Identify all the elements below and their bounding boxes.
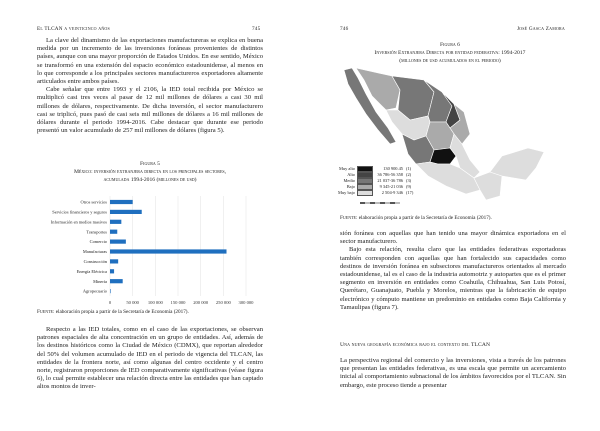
paragraph: sión foránea con aquellas que han tenido una mayor dinámica exportadora en el sector manufacturero. [340, 230, 566, 246]
legend-range: 130 900.45 [383, 166, 403, 172]
legend-range: 9 345-21 036 [379, 184, 403, 190]
bar [110, 230, 117, 234]
body-text-bottom [340, 357, 566, 390]
category-label: Comercio [89, 239, 107, 245]
x-tick-label: 150 000 [170, 300, 186, 305]
category-label: Otros servicios [80, 199, 107, 205]
legend-label: Alto [347, 172, 355, 178]
legend-item [337, 166, 413, 172]
bar [110, 240, 126, 244]
x-tick-label: 250 000 [215, 300, 231, 305]
x-tick-label: 200 000 [193, 300, 209, 305]
bar [110, 249, 227, 253]
body-text-bottom [37, 326, 263, 392]
category-label: Manufacturas [82, 249, 107, 255]
legend-range: 21 037-36 786 [377, 178, 403, 184]
paragraph: Cabe señalar que entre 1993 y el 2106, la IED total recibida por México se multiplicó casi tres veces al pasar de 12 mil millones de dólares a casi 30 mil millones de dólares, respectivamente. De dicha inversión, el sector manufacturero casi se triplicó, pues pasó de casi seis mil millones de dólares a 16 mil millones de dólares durante el periodo 1994-2016. Cabe destacar que durante ese periodo presentó un valor acumulado de 257 mil millones de dólares (figura 5). [37, 86, 263, 135]
legend-count: (3) [406, 178, 412, 184]
legend-label: Bajo [346, 184, 355, 190]
map-scale-bar [360, 202, 400, 204]
category-label: Información en medios masivos [50, 219, 107, 225]
category-label: Servicios financieros y seguros [52, 209, 107, 215]
category-label: Minería [93, 278, 107, 284]
legend-count: (1) [406, 166, 412, 172]
legend-count: (17) [406, 190, 414, 196]
section-heading: Una nueva geografía económica bajo el contexto del TLCAN [340, 342, 491, 348]
legend-item [337, 172, 413, 178]
legend-range: 36 786-56 358 [377, 172, 403, 178]
page-number: 745 [252, 26, 261, 32]
legend-range: 2 504-9 346 [381, 190, 403, 196]
source-label: Fuente: [37, 309, 55, 315]
legend-label: Muy bajo [338, 190, 355, 196]
figure-label: Figura 6 [440, 42, 460, 48]
x-tick-label: 300 000 [238, 300, 254, 305]
body-text-top [340, 230, 566, 312]
bar [110, 259, 118, 263]
paragraph: La perspectiva regional del comercio y las inversiones, vista a través de los patrones que presentan las entidades federativas, es una escala que permite un acercamiento inicial al comportamiento subnacional de los ámbitos favorecidos por el TLCAN. Sin embargo, este proceso tiende a presentar [340, 357, 566, 389]
bar [110, 220, 121, 224]
running-head: El TLCAN a veinticinco años [37, 26, 110, 32]
figure-source [37, 309, 189, 315]
legend-swatch [357, 190, 373, 196]
category-label: Energía Eléctrica [76, 268, 107, 274]
page-number: 746 [340, 26, 349, 32]
x-tick-label: 0 [108, 300, 112, 305]
legend-label: Medio [343, 178, 355, 184]
legend-item [337, 178, 413, 184]
map-legend [337, 166, 413, 196]
figure-6-caption [330, 41, 570, 65]
paragraph: Respecto a las IED totales, como en el caso de las exportaciones, se observan patrones espaciales de alta concentración en un grupo de entidades. Así, además de los destinos históricos como la Ciudad de México (CDMX), que reportan alrededor del 50% del volumen acumulado de IED en el periodo de vigencia del TLCAN, las entidades de la frontera norte, así como algunas del centro occidente y el centro norte, registraron proporciones de IED comparativamente significativas (véase figura 6), lo cual permite establecer una relación directa entre las entidades que han captado altos montos de inver- [37, 326, 263, 391]
x-tick-label: 50 000 [126, 300, 139, 305]
category-label: Transportes [86, 229, 107, 235]
bar [110, 210, 142, 214]
bar [110, 269, 114, 273]
paragraph: La clave del dinamismo de las exportaciones manufactureras se explica en buena medida por un incremento de las inversiones foráneas provenientes de distintos países, aunque con una mayor proporción de Estados Unidos. En ese sentido, México se transformó en una extensión del espacio económico estadounidense, al menos en lo que corresponde a los principales sectores manufactureros exportadores altamente articulados entre ambos países. [37, 37, 263, 86]
figure-title: acumulada 1994-2016 (millones de usd) [103, 177, 197, 183]
bar-chart [0, 190, 300, 310]
legend-item [337, 190, 413, 196]
body-text-top [37, 37, 263, 135]
source-text: elaboración propia a partir de la Secretaría de Economía (2017). [358, 215, 492, 221]
figure-5-caption [30, 160, 270, 184]
running-head: José Gasca Zamora [516, 26, 565, 32]
bar [110, 200, 133, 204]
figure-title: (millones de usd acumulados en el periodo) [399, 58, 501, 64]
x-tick-label: 100 000 [147, 300, 163, 305]
bar [110, 279, 123, 283]
source-text: elaboración propia a partir de la Secretaría de Economía (2017). [55, 309, 189, 315]
paragraph: Bajo esta relación, resulta claro que las entidades federativas exportadoras también corresponden con aquellas que han fortalecido sus capacidades como destinos de inversión foránea en subsectores manufactureros orientados al mercado estadounidense, tal es el caso de la industria automotriz y autopartes que es el primer segmento en inversión en entidades como Coahuila, Chihuahua, San Luis Potosí, Querétaro, Guanajuato, Puebla y Morelos, mientras que la fabricación de equipo electrónico y cómputo mantiene un predominio en entidades como Baja California y Tamaulipas (figura 7). [340, 246, 566, 311]
figure-title: México: inversión extranjera directa en los principales sectores, [73, 169, 227, 175]
legend-count: (2) [406, 172, 412, 178]
source-label: Fuente: [340, 215, 358, 221]
right-page [300, 0, 600, 431]
legend-item [337, 184, 413, 190]
legend-count: (9) [406, 184, 412, 190]
bar [110, 289, 111, 293]
figure-source [340, 215, 492, 221]
figure-label: Figura 5 [140, 161, 160, 167]
chiapas-tabasco [474, 172, 502, 200]
category-label: Agropecuario [82, 288, 107, 294]
legend-label: Muy alto [339, 166, 355, 172]
category-label: Construcción [83, 259, 107, 264]
figure-title: Inversión Extranjera Directa por entidad federativa: 1994-2017 [374, 50, 526, 56]
